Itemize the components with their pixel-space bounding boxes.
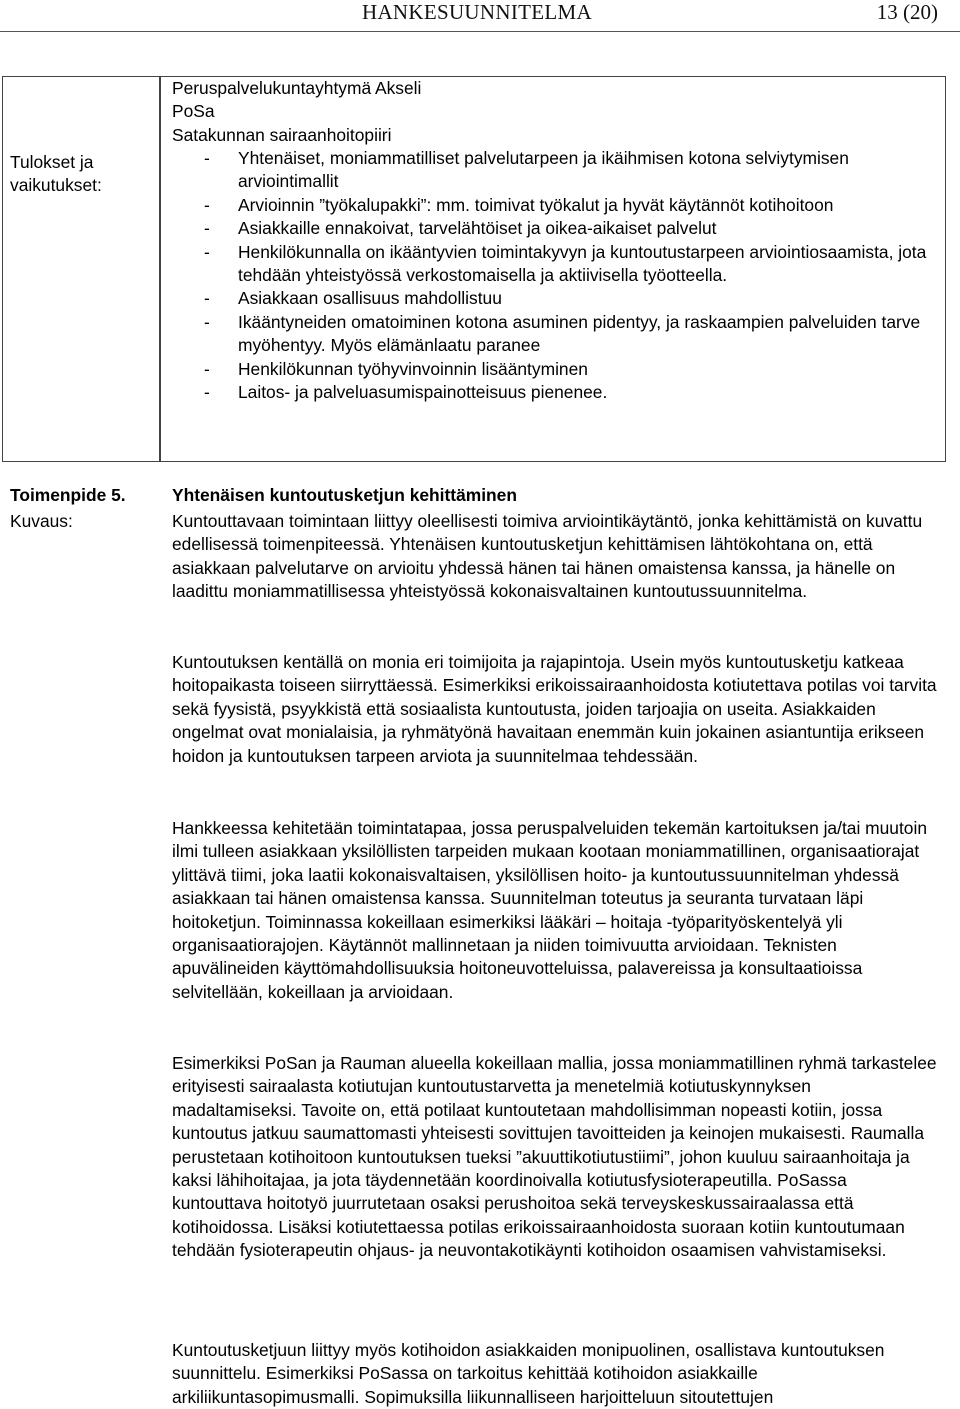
list-item [172, 311, 937, 358]
page-number: 13 (20) [876, 0, 938, 24]
results-label-cell [2, 76, 160, 462]
bullet-dash: - [204, 148, 210, 168]
document-title: HANKESUUNNITELMA [362, 0, 592, 24]
organisation-list [172, 77, 937, 147]
bullet-dash: - [204, 194, 210, 215]
bullet-dash: - [204, 358, 210, 379]
list-item-text: Henkilökunnan työhyvinvoinnin lisääntyminen [238, 358, 588, 379]
list-item [172, 194, 937, 217]
list-item-text: Laitos- ja palveluasumispainotteisuus pienenee. [238, 382, 608, 403]
list-item-text: Asiakkaan osallisuus mahdollistuu [238, 288, 502, 309]
description-paragraph: Kuntouttavaan toimintaan liittyy oleellisesti toimiva arviointikäytäntö, jonka kehittämistä on kuvattu edellisessä toimenpiteessä. Yhtenäisen kuntoutusketjun kehittämisen lähtökohtana on, että asiakkaan palvelutarve on arvioitu yhdessä hänen tai hänen omaistensa kanssa, ja hänelle on laadittu moniammatillisessa yhteistyössä kokonaisvaltainen kuntoutussuunnitelma. [172, 511, 923, 602]
description-paragraph: Hankkeessa kehitetään toimintatapaa, jossa peruspalveluiden tekemän kartoituksen ja/tai muutoin ilmi tulleen asiakkaan yksilöllisten tarpeiden mukaan kootaan moniammatillinen, organisaatiorajat ylittävä tiimi, joka laatii kokonaisvaltaisen, yksilöllisen hoito- ja kuntoutussuunnitelman yhdessä asiakkaan tai hänen omaistensa kanssa. Suunnitelman toteutus ja seuranta turvataan läpi hoitoketjun. Toiminnassa kokeillaan esimerkiksi lääkäri – hoitaja -työparityöskentelyä yli organisaatiorajojen. Käytännöt mallinnetaan ja niiden toimivuutta arvioidaan. Teknisten apuvälineiden käyttömahdollisuuksia hoitoneuvotteluissa, palavereissa ja konsultaatioissa selvitellään, kokeillaan ja arvioidaan. [172, 818, 928, 1002]
list-item-text: Yhtenäiset, moniammatilliset palvelutarpeen ja ikäihmisen kotona selviytymisen arviointimallit [238, 148, 849, 192]
bullet-dash: - [204, 288, 210, 309]
bullet-dash: - [204, 311, 210, 332]
list-item [172, 287, 937, 310]
header-divider [0, 31, 960, 32]
description-label: Kuvaus: [10, 511, 73, 531]
list-item [172, 217, 937, 240]
results-label: Tulokset ja vaikutukset: [10, 152, 102, 196]
list-item [172, 358, 937, 381]
description-paragraph: Kuntoutuksen kentällä on monia eri toimijoita ja rajapintoja. Usein myös kuntoutusketju katkeaa hoitopaikasta toiseen siirryttäessä. Esimerkiksi erikoissairaanhoidosta kotiutettava potilas voi tarvita sekä fyysistä, psyykkistä että sosiaalista kuntoutusta, joiden tarjoajia on useita. Asiakkaiden ongelmat ovat monialaisia, ja ryhmätyönä havaitaan enemmän kuin jokainen asiantuntija erikseen hoidon ja kuntoutuksen tarpeen arviota ja suunnitelmaa tehdessään. [172, 652, 937, 766]
organisation-item: Peruspalvelukuntayhtymä Akseli [172, 78, 422, 98]
list-item [172, 241, 937, 288]
results-bullet-list [172, 147, 937, 404]
organisation-item: PoSa [172, 101, 215, 122]
bullet-dash: - [204, 241, 210, 262]
description-paragraph: Kuntoutusketjuun liittyy myös kotihoidon asiakkaiden monipuolinen, osallistava kuntoutuksen suunnittelu. Esimerkiksi PoSassa on tarkoitus kehittää kotihoidon asiakkaille arkiliikuntasopimusmalli. Sopimuksilla liikunnalliseen harjoitteluun sitoutettujen [172, 1340, 885, 1407]
description-paragraph: Esimerkiksi PoSan ja Rauman alueella kokeillaan mallia, jossa moniammatillinen ryhmä tarkastelee erityisesti sairaalasta kotiutujan kuntoutustarvetta ja menetelmiä kotiutuskynnyksen madaltamiseksi. Tavoite on, että potilaat kuntoutetaan mahdollisimman nopeasti kotiin, jossa kuntoutus jatkuu saumattomasti yhteisesti sovittujen tavoitteiden ja keinojen mukaisesti. Raumalla perustetaan kotihoitoon kuntoutuksen tueksi ”akuuttikotiutustiimi”, johon kuuluu sairaanhoitaja ja kaksi lähihoitajaa, ja jota täydennetään koordinoivalla kotiutusfysioterapeutilla. PoSassa kuntouttava hoitotyö juurrutetaan osaksi perushoitoa sekä terveyskeskussairaalassa että kotihoidossa. Lisäksi kotiutettaessa potilas erikoissairaanhoidosta suoraan kotiin kuntoutumaan tehdään fysioterapeutin ohjaus- ja neuvontakotikäynti kotihoidon osaamisen vahvistamiseksi. [172, 1053, 937, 1261]
list-item [172, 381, 937, 404]
list-item-text: Asiakkaille ennakoivat, tarvelähtöiset ja oikea-aikaiset palvelut [238, 218, 717, 239]
bullet-dash: - [204, 218, 210, 239]
list-item-text: Ikääntyneiden omatoiminen kotona asuminen pidentyy, ja raskaampien palveluiden tarve myöhentyy. Myös elämänlaatu paranee [238, 311, 921, 356]
page-header [0, 0, 960, 30]
list-item [172, 147, 937, 194]
measure-label: Toimenpide 5. [10, 485, 126, 505]
bullet-dash: - [204, 382, 210, 403]
measure-title: Yhtenäisen kuntoutusketjun kehittäminen [172, 485, 517, 505]
list-item-text: Henkilökunnalla on ikääntyvien toimintakyvyn ja kuntoutustarpeen arviointiosaamista, jota tehdään yhteistyössä verkostomaisella ja aktiivisella työotteella. [238, 241, 927, 286]
organisation-item: Satakunnan sairaanhoitopiiri [172, 124, 392, 145]
list-item-text: Arvioinnin ”työkalupakki”: mm. toimivat työkalut ja hyvät käytännöt kotihoitoon [238, 194, 834, 215]
